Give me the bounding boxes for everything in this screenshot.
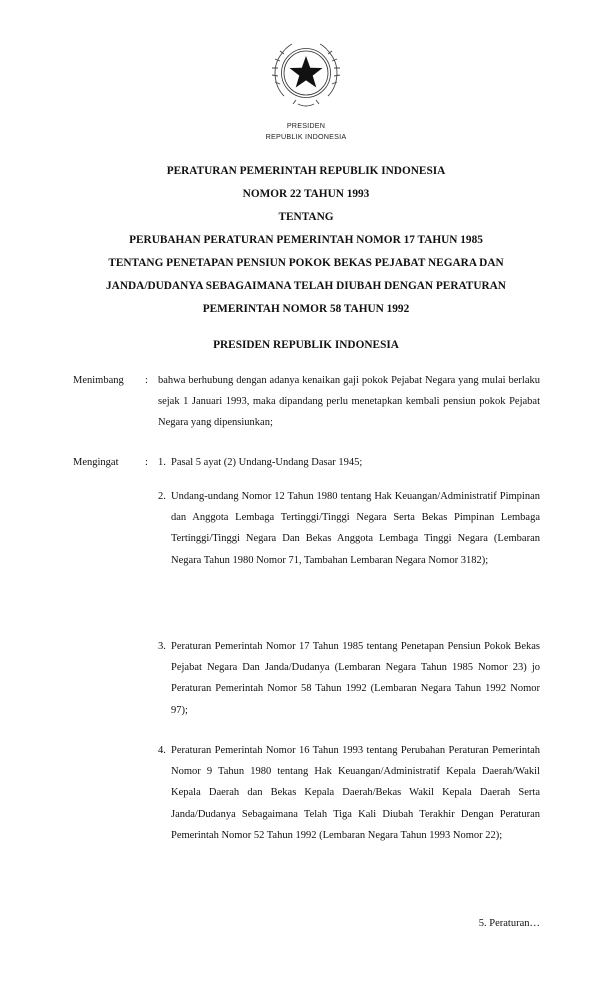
authority-heading: PRESIDEN REPUBLIK INDONESIA [213, 339, 399, 351]
mengingat-item-3-text: Peraturan Pemerintah Nomor 17 Tahun 1985 tentang Penetapan Pensiun Pokok Bekas Pejabat Negara Dan Janda/Dudanya (Lembaran Negara Tahun 1985 Nomor 23) jo Peraturan Pemerintah Nomor 58 Tahun 1992 (Lembaran Negara Tahun 1992 Nomor 97); [171, 641, 540, 716]
mengingat-item-4-number: 4. [158, 745, 166, 756]
title-line-3: TENTANG [278, 211, 334, 223]
title-line-5: TENTANG PENETAPAN PENSIUN POKOK BEKAS PEJABAT NEGARA DAN [108, 257, 504, 269]
menimbang-label: Menimbang [73, 375, 124, 386]
emblem-caption-line2: REPUBLIK INDONESIA [265, 132, 347, 141]
garuda-star-emblem-icon [266, 34, 346, 112]
title-line-4: PERUBAHAN PERATURAN PEMERINTAH NOMOR 17 TAHUN 1985 [129, 234, 483, 246]
menimbang-text: bahwa berhubung dengan adanya kenaikan gaji pokok Pejabat Negara yang mulai berlaku sejak 1 Januari 1993, maka dipandang perlu menetapkan kembali pensiun pokok Pejabat Negara yang dipensiunkan; [158, 375, 540, 429]
mengingat-item-4-text: Peraturan Pemerintah Nomor 16 Tahun 1993 tentang Perubahan Peraturan Pemerintah Nomor 9 Tahun 1980 tentang Hak Keuangan/Administratif Kepala Daerah/Wakil Kepala Daerah dan Bekas Kepala Daerah/Bekas Wakil Kepala Daerah Serta Janda/Dudanya Sebagaimana Telah Tiga Kali Diubah Terakhir Dengan Peraturan Pemerintah Nomor 52 Tahun 1992 (Lembaran Negara Tahun 1993 Nomor 22); [171, 745, 540, 841]
mengingat-item-1-number: 1. [158, 457, 166, 468]
mengingat-colon: : [145, 457, 148, 468]
mengingat-item-2-text: Undang-undang Nomor 12 Tahun 1980 tentang Hak Keuangan/Administratif Pimpinan dan Anggota Lembaga Tertinggi/Tinggi Negara Serta Bekas Pimpinan Lembaga Tertinggi/Tinggi Negara Dan Bekas Anggota Lembaga Tinggi Negara (Lembaran Negara Tahun 1980 Nomor 71, Tambahan Lembaran Negara Nomor 3182); [171, 491, 540, 566]
menimbang-colon: : [145, 375, 148, 386]
mengingat-item-3-number: 3. [158, 641, 166, 652]
page-continuation: 5. Peraturan… [478, 918, 540, 929]
title-line-7: PEMERINTAH NOMOR 58 TAHUN 1992 [202, 303, 410, 315]
title-line-6: JANDA/DUDANYA SEBAGAIMANA TELAH DIUBAH DENGAN PERATURAN [106, 280, 506, 292]
mengingat-item-1-text: Pasal 5 ayat (2) Undang-Undang Dasar 1945; [171, 457, 363, 468]
title-line-1: PERATURAN PEMERINTAH REPUBLIK INDONESIA [166, 165, 446, 177]
title-line-2: NOMOR 22 TAHUN 1993 [242, 188, 370, 200]
mengingat-label: Mengingat [73, 457, 119, 468]
emblem-caption-line1: PRESIDEN [286, 121, 326, 130]
mengingat-item-2-number: 2. [158, 491, 166, 502]
